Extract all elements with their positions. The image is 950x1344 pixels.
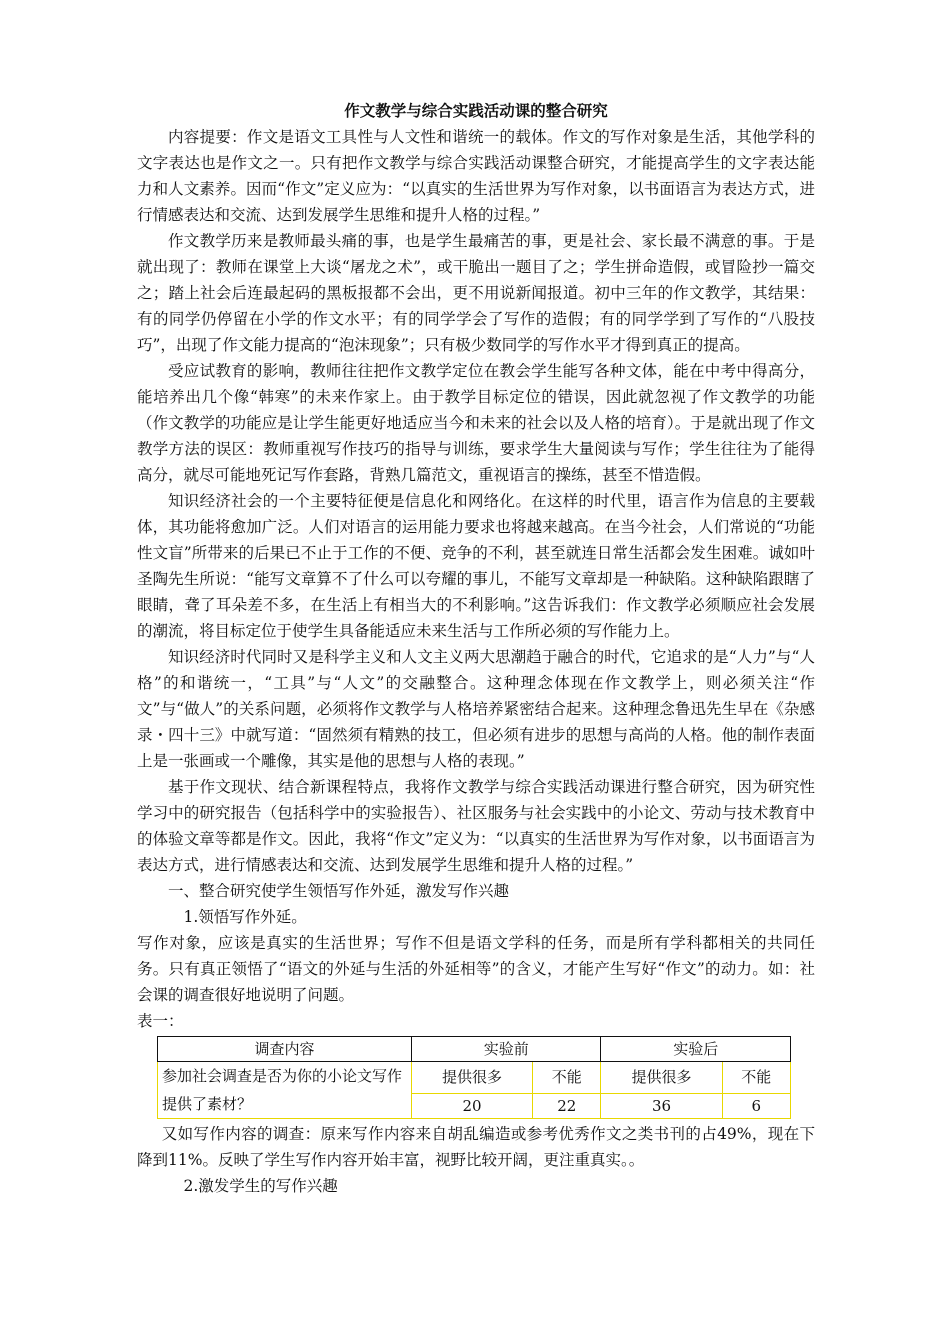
document-title: 作文教学与综合实践活动课的整合研究 (344, 102, 608, 120)
table-label: 表一： (137, 1012, 184, 1030)
abstract-paragraph: 内容提要：作文是语文工具性与人文性和谐统一的载体。作文的写作对象是生活，其他学科的文字表达也是作文之一。只有把作文教学与综合实践活动课整合研究，才能提高学生的文字表达能力和人文素养。因而“作文”定义应为：“以真实的生活世界为写作对象，以书面语言为表达方式，进行情感表达和交流、达到发展学生思维和提升人格的过程。” (137, 128, 815, 224)
section-heading: 一、整合研究使学生领悟写作外延，激发写作兴趣 (168, 882, 510, 900)
body-paragraph: 基于作文现状、结合新课程特点，我将作文教学与综合实践活动课进行整合研究，因为研究性学习中的研究报告（包括科学中的实验报告）、社区服务与社会实践中的小论文、劳动与技术教育中的体验文章等都是作文。因此，我将“作文”定义为：“以真实的生活世界为写作对象，以书面语言为表达方式，进行情感表达和交流、达到发展学生思维和提升人格的过程。” (137, 778, 815, 874)
subsection-heading: 1.领悟写作外延。 (183, 908, 307, 926)
after-yes-count: 36 (601, 1093, 722, 1118)
after-no-count: 6 (722, 1093, 790, 1118)
option-no-after: 不能 (722, 1062, 790, 1094)
document-page (137, 98, 815, 1199)
body-paragraph: 受应试教育的影响，教师往往把作文教学定位在教会学生能写各种文体，能在中考中得高分，能培养出几个像“韩寒”的未来作家上。由于教学目标定位的错误，因此就忽视了作文教学的功能（作文教学的功能应是让学生能更好地适应当今和未来的社会以及人格的培育）。于是就出现了作文教学方法的误区：教师重视写作技巧的指导与训练，要求学生大量阅读与写作；学生往往为了能得高分，就尽可能地死记写作套路，背熟几篇范文，重视语言的操练，甚至不惜造假。 (137, 362, 815, 484)
body-paragraph: 知识经济时代同时又是科学主义和人文主义两大思潮趋于融合的时代，它追求的是“人力”与“人格”的和谐统一，“工具”与“人文”的交融整合。这种理念体现在作文教学上，则必须关注“作文”与“做人”的关系问题，必须将作文教学与人格培养紧密结合起来。这种理念鲁迅先生早在《杂感录・四十三》中就写道：“固然须有精熟的技工，但必须有进步的思想与高尚的人格。他的制作表面上是一张画或一个雕像，其实是他的思想与人格的表现。” (137, 648, 815, 770)
before-no-count: 22 (533, 1093, 601, 1118)
body-paragraph: 又如写作内容的调查：原来写作内容来自胡乱编造或参考优秀作文之类书刊的占49%，现在下降到11%。反映了学生写作内容开始丰富，视野比较开阔，更注重真实。。 (137, 1125, 815, 1169)
header-survey-content: 调查内容 (158, 1037, 412, 1062)
table-row (158, 1062, 791, 1094)
table-header-row (158, 1037, 791, 1062)
body-paragraph: 写作对象，应该是真实的生活世界；写作不但是语文学科的任务，而是所有学科都相关的共同任务。只有真正领悟了“语文的外延与生活的外延相等”的含义，才能产生写好“作文”的动力。如：社会课的调查很好地说明了问题。 (137, 934, 815, 1004)
subsection-heading: 2.激发学生的写作兴趣 (183, 1177, 338, 1195)
option-yes-before: 提供很多 (412, 1062, 533, 1094)
header-before: 实验前 (412, 1037, 601, 1062)
header-after: 实验后 (601, 1037, 791, 1062)
option-yes-after: 提供很多 (601, 1062, 722, 1094)
body-paragraph: 作文教学历来是教师最头痛的事，也是学生最痛苦的事，更是社会、家长最不满意的事。于是就出现了：教师在课堂上大谈“屠龙之术”，或干脆出一题目了之；学生拼命造假，或冒险抄一篇交之；踏上社会后连最起码的黑板报都不会出，更不用说新闻报道。初中三年的作文教学，其结果：有的同学仍停留在小学的作文水平；有的同学学会了写作的造假；有的同学学到了写作的“八股技巧”，出现了作文能力提高的“泡沫现象”；只有极少数同学的写作水平才得到真正的提高。 (137, 232, 815, 354)
option-no-before: 不能 (533, 1062, 601, 1094)
before-yes-count: 20 (412, 1093, 533, 1118)
survey-question: 参加社会调查是否为你的小论文写作提供了素材？ (158, 1062, 412, 1119)
survey-table (157, 1036, 791, 1119)
body-paragraph: 知识经济社会的一个主要特征便是信息化和网络化。在这样的时代里，语言作为信息的主要载体，其功能将愈加广泛。人们对语言的运用能力要求也将越来越高。在当今社会，人们常说的“功能性文盲”所带来的后果已不止于工作的不便、竞争的不利，甚至就连日常生活都会发生困难。诚如叶圣陶先生所说：“能写文章算不了什么可以夸耀的事儿，不能写文章却是一种缺陷。这种缺陷跟瞎了眼睛，聋了耳朵差不多，在生活上有相当大的不利影响。”这告诉我们：作文教学必须顺应社会发展的潮流，将目标定位于使学生具备能适应未来生活与工作所必须的写作能力上。 (137, 492, 815, 640)
